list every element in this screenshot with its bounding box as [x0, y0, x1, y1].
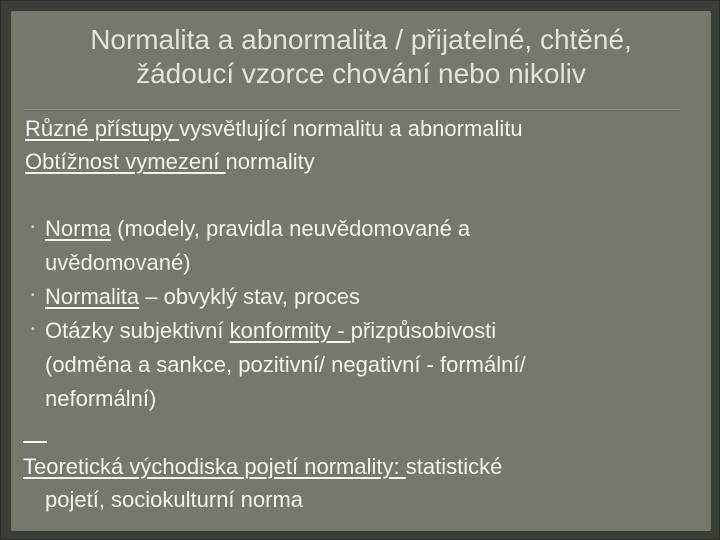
- bullet-norma-underlined: Norma: [45, 216, 112, 241]
- title-line-1: Normalita a abnormalita / přijatelné, chtěné,: [90, 24, 632, 55]
- bullet-otazky-cont-1: (odměna a sankce, pozitivní/ negativní - formální/: [45, 352, 526, 377]
- bullet-normalita-underlined: Normalita: [45, 284, 140, 309]
- bullet-otazky-underlined: konformity -: [229, 318, 351, 343]
- intro-approaches-underlined: Různé přístupy: [25, 116, 180, 141]
- bullet-norma: [45, 212, 470, 245]
- bullet-norma-rest: (modely, pravidla neuvědomované a: [111, 216, 471, 241]
- title-divider: [23, 109, 679, 110]
- slide-title: [1, 23, 720, 91]
- bullet-norma-cont: uvědomované): [45, 250, 191, 275]
- intro-approaches-rest: vysvětlující normalitu a abnormalitu: [179, 116, 523, 141]
- theory-line: [23, 450, 502, 483]
- theory-cont: pojetí, sociokulturní norma: [45, 487, 304, 512]
- bullet-normalita: [45, 280, 360, 313]
- bullet-otazky: [45, 314, 496, 347]
- bullet-marker-norma: •: [31, 222, 35, 233]
- title-line-2: žádoucí vzorce chování nebo nikoliv: [136, 58, 586, 89]
- bullet-normalita-rest: – obvyklý stav, proces: [139, 284, 361, 309]
- bullet-marker-otazky: •: [31, 324, 35, 335]
- intro-line-difficulty: [25, 145, 315, 178]
- bullet-otazky-rest: přizpůsobivosti: [350, 318, 497, 343]
- intro-difficulty-rest: normality: [225, 149, 315, 174]
- intro-line-approaches: [25, 112, 523, 145]
- theory-underlined: Teoretická východiska pojetí normality:: [23, 454, 406, 479]
- intro-difficulty-underlined: Obtížnost vymezení: [25, 149, 226, 174]
- bullet-otazky-cont-2: neformální): [45, 386, 157, 411]
- separator-dash: [23, 441, 47, 443]
- bullet-marker-normalita: •: [31, 290, 35, 301]
- bullet-otazky-pre: Otázky subjektivní: [45, 318, 230, 343]
- theory-rest: statistické: [405, 454, 503, 479]
